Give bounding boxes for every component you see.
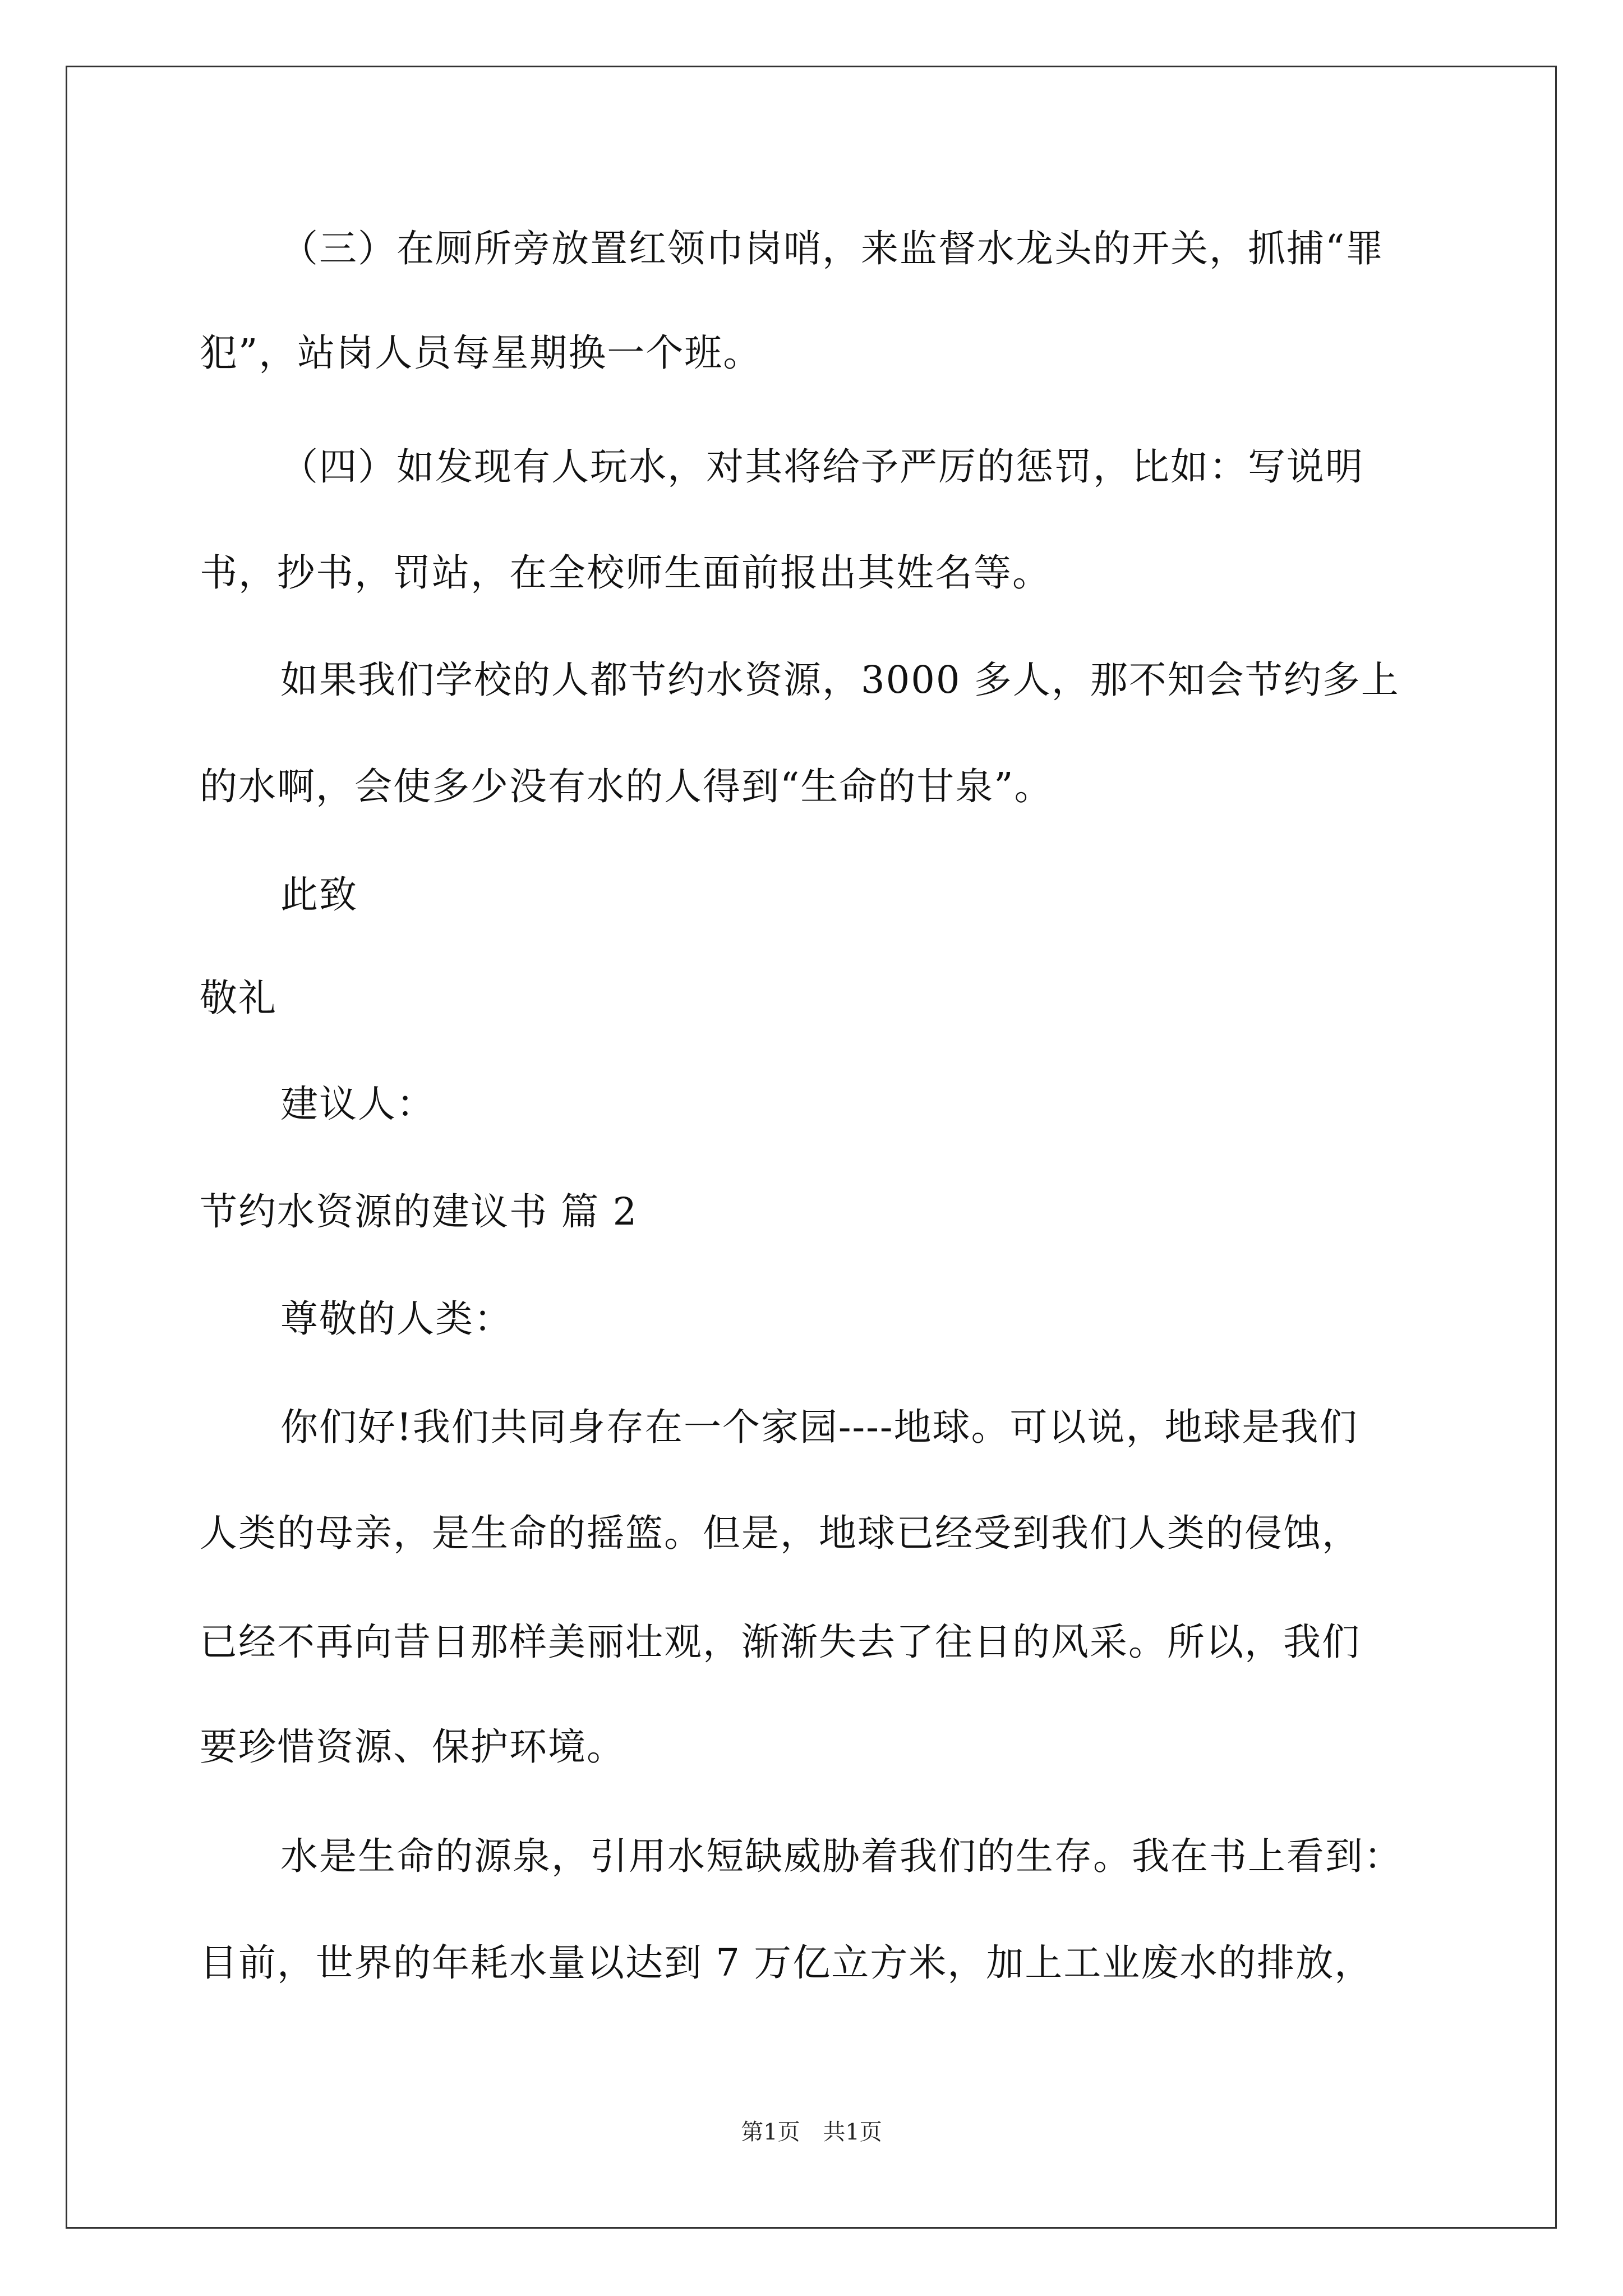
- paragraph-line: 目前，世界的年耗水量以达到 7 万亿立方米，加上工业废水的排放，: [200, 1941, 1373, 1985]
- signature-line: 建议人：: [280, 1082, 435, 1126]
- paragraph-line: 人类的母亲，是生命的摇篮。但是，地球已经受到我们人类的侵蚀，: [200, 1511, 1361, 1555]
- page-footer: [0, 2118, 1623, 2146]
- page-total: 共1页: [823, 2119, 882, 2145]
- paragraph-line: 的水啊，会使多少没有水的人得到“生命的甘泉”。: [200, 765, 1053, 808]
- section-heading: 节约水资源的建议书 篇 2: [200, 1190, 638, 1234]
- paragraph-line: 书，抄书，罚站，在全校师生面前报出其姓名等。: [200, 551, 1051, 595]
- paragraph-line: 犯”，站岗人员每星期换一个班。: [200, 331, 762, 375]
- paragraph-line: （三）在厕所旁放置红领巾岗哨，来监督水龙头的开关，抓捕“罪: [280, 227, 1385, 270]
- paragraph-line: 已经不再向昔日那样美丽壮观，渐渐失去了往日的风采。所以，我们: [200, 1620, 1361, 1664]
- paragraph-line: 如果我们学校的人都节约水资源，3000 多人，那不知会节约多上: [280, 658, 1400, 702]
- closing-line: 此致: [280, 873, 358, 917]
- page-border: [66, 66, 1557, 2229]
- page-number: 第1页: [741, 2119, 800, 2145]
- paragraph-line: 要珍惜资源、保护环境。: [200, 1725, 625, 1769]
- paragraph-line: （四）如发现有人玩水，对其将给予严厉的惩罚，比如：写说明: [280, 445, 1364, 489]
- paragraph-line: 你们好!我们共同身存在一个家园----地球。可以说，地球是我们: [280, 1405, 1358, 1449]
- greeting-line: 尊敬的人类：: [280, 1297, 513, 1341]
- salutation-line: 敬礼: [200, 976, 277, 1020]
- paragraph-line: 水是生命的源泉，引用水短缺威胁着我们的生存。我在书上看到：: [280, 1834, 1403, 1878]
